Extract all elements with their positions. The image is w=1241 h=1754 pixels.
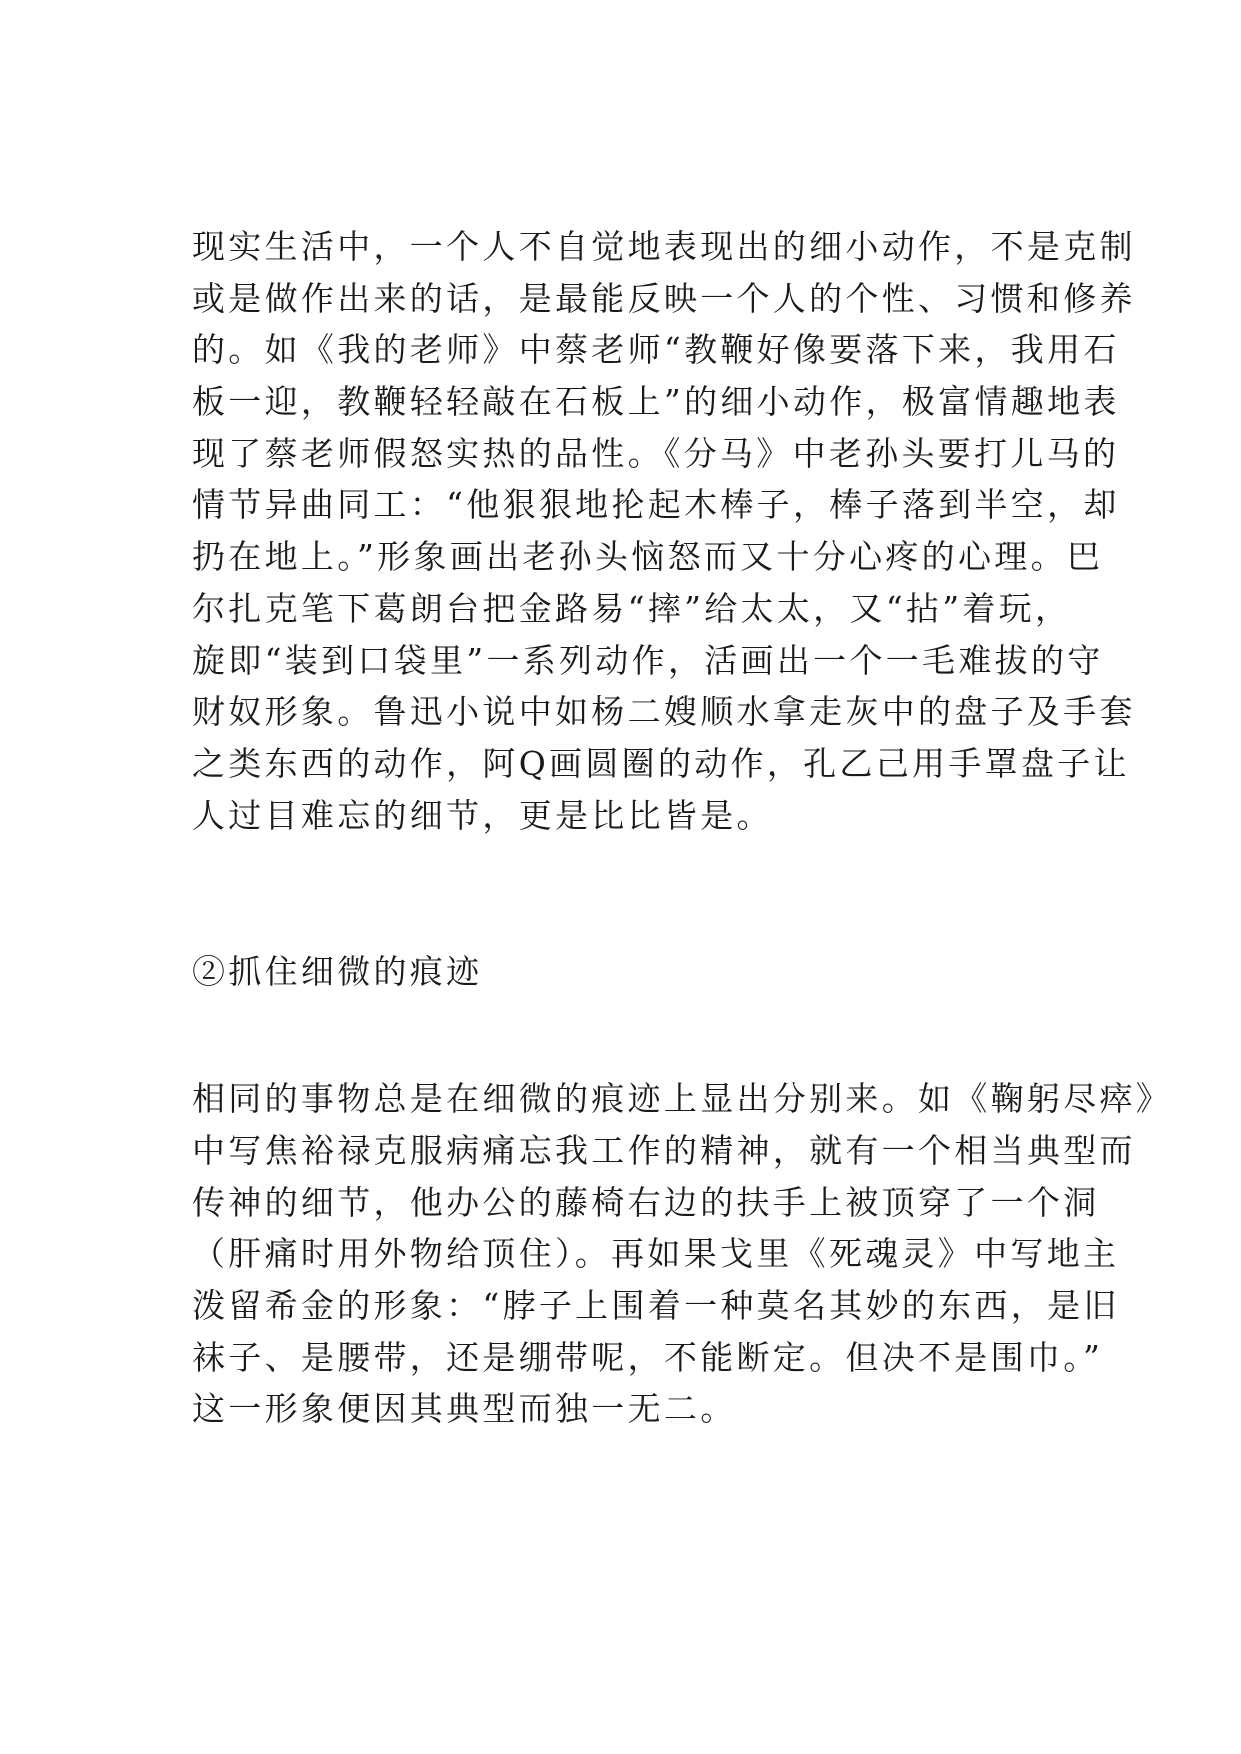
- paragraph-1-line-7: 扔在地上。”形象画出老孙头恼怒而又十分心疼的心理。巴: [192, 537, 1104, 576]
- paragraph-1-line-6: 情节异曲同工：“他狠狠地抡起木棒子，棒子落到半空，却: [192, 485, 1120, 524]
- paragraph-1-line-2: 或是做作出来的话，是最能反映一个人的个性、习惯和修养: [192, 279, 1136, 318]
- paragraph-1-line-10: 财奴形象。鲁迅小说中如杨二嫂顺水拿走灰中的盘子及手套: [192, 692, 1136, 731]
- paragraph-1-line-1: 现实生活中，一个人不自觉地表现出的细小动作，不是克制: [192, 227, 1136, 266]
- paragraph-1-line-4: 板一迎，教鞭轻轻敲在石板上”的细小动作，极富情趣地表: [192, 382, 1120, 421]
- paragraph-1-line-8: 尔扎克笔下葛朗台把金路易“摔”给太太，又“拈”着玩，: [192, 589, 1072, 628]
- paragraph-1-line-9: 旋即“装到口袋里”一系列动作，活画出一个一毛难拔的守: [192, 641, 1104, 680]
- paragraph-1-line-3: 的。如《我的老师》中蔡老师“教鞭好像要落下来，我用石: [192, 330, 1120, 369]
- paragraph-2-line-3: 传神的细节，他办公的藤椅右边的扶手上被顶穿了一个洞: [192, 1183, 1100, 1222]
- paragraph-2-line-4: （肝痛时用外物给顶住）。再如果戈里《死魂灵》中写地主: [192, 1234, 1120, 1273]
- section-heading: ②抓住细微的痕迹: [192, 952, 483, 991]
- paragraph-1-line-5: 现了蔡老师假怒实热的品性。《分马》中老孙头要打儿马的: [192, 434, 1120, 473]
- paragraph-2-line-7: 这一形象便因其典型而独一无二。: [192, 1389, 737, 1428]
- paragraph-1-line-11: 之类东西的动作，阿Q画圆圈的动作，孔乙己用手罩盘子让: [192, 744, 1130, 783]
- paragraph-2-line-5: 泼留希金的形象：“脖子上围着一种莫名其妙的东西，是旧: [192, 1286, 1120, 1325]
- paragraph-2-line-1: 相同的事物总是在细微的痕迹上显出分别来。如《鞠躬尽瘁》: [192, 1079, 1173, 1118]
- paragraph-2-line-2: 中写焦裕禄克服病痛忘我工作的精神，就有一个相当典型而: [192, 1131, 1136, 1170]
- paragraph-1-line-12: 人过目难忘的细节，更是比比皆是。: [192, 796, 773, 835]
- paragraph-2-line-6: 袜子、是腰带，还是绷带呢，不能断定。但决不是围巾。”: [192, 1338, 1104, 1377]
